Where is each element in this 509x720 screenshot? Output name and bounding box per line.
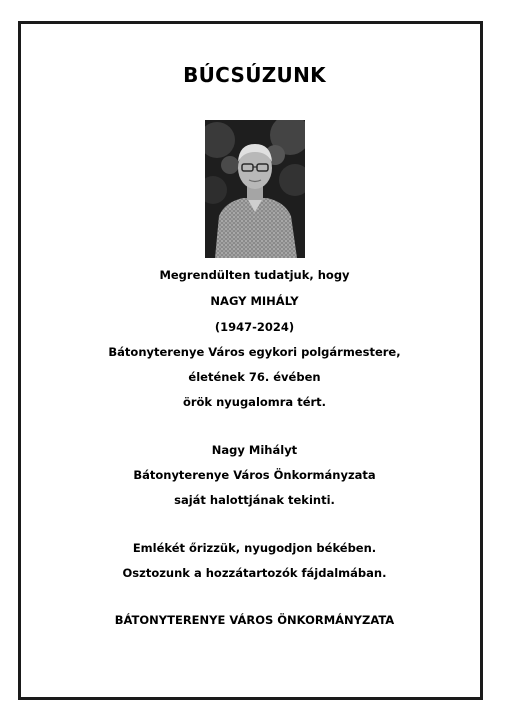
honor-statement: saját halottjának tekinti. (174, 493, 335, 507)
deceased-name: NAGY MIHÁLY (210, 294, 299, 308)
closing-condolence: Osztozunk a hozzátartozók fájdalmában. (122, 566, 387, 580)
portrait-photo (205, 120, 305, 258)
honor-council: Bátonyterenye Város Önkormányzata (133, 468, 376, 482)
age-at-death: életének 76. évében (188, 370, 321, 384)
passing-statement: örök nyugalomra tért. (182, 395, 327, 409)
announcement-intro: Megrendülten tudatjuk, hogy (159, 268, 350, 282)
former-role: Bátonyterenye Város egykori polgármestere, (108, 345, 401, 359)
life-years: (1947-2024) (214, 320, 295, 334)
honor-name: Nagy Mihályt (211, 443, 298, 457)
closing-memory: Emlékét őrizzük, nyugodjon békében. (132, 541, 377, 555)
signature: BÁTONYTERENYE VÁROS ÖNKORMÁNYZATA (114, 613, 395, 627)
page-title: BÚCSÚZUNK (183, 63, 326, 87)
